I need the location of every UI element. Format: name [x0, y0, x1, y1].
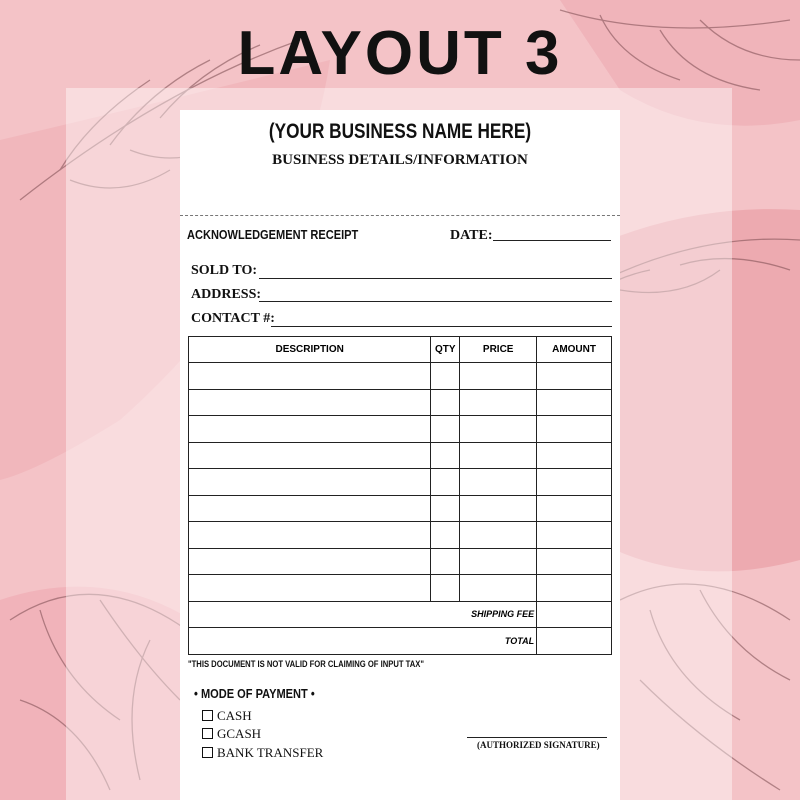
table-row — [189, 548, 612, 575]
price-cell[interactable] — [460, 575, 537, 602]
table-row — [189, 495, 612, 522]
amount-cell[interactable] — [537, 575, 612, 602]
description-cell[interactable] — [189, 522, 431, 549]
price-cell[interactable] — [460, 389, 537, 416]
price-cell[interactable] — [460, 548, 537, 575]
payment-option-label: CASH — [217, 708, 252, 723]
description-cell[interactable] — [189, 469, 431, 496]
column-header-description: DESCRIPTION — [189, 337, 431, 363]
checkbox-icon[interactable] — [202, 728, 213, 739]
amount-cell[interactable] — [537, 442, 612, 469]
receipt-paper — [180, 110, 620, 800]
tax-disclaimer: "THIS DOCUMENT IS NOT VALID FOR CLAIMING OF INPUT TAX" — [188, 659, 425, 669]
description-cell[interactable] — [189, 363, 431, 390]
amount-cell[interactable] — [537, 495, 612, 522]
table-row — [189, 363, 612, 390]
table-row — [189, 442, 612, 469]
qty-cell[interactable] — [431, 389, 460, 416]
payment-option-cash[interactable] — [202, 708, 252, 724]
price-cell[interactable] — [460, 522, 537, 549]
price-cell[interactable] — [460, 442, 537, 469]
payment-option-bank-transfer[interactable] — [202, 745, 323, 761]
column-header-qty: QTY — [431, 337, 460, 363]
items-table — [188, 336, 612, 655]
table-row — [189, 522, 612, 549]
contact-line[interactable] — [271, 326, 612, 327]
table-row — [189, 469, 612, 496]
description-cell[interactable] — [189, 495, 431, 522]
total-amount-cell[interactable] — [537, 628, 612, 655]
receipt-title: ACKNOWLEDGEMENT RECEIPT — [187, 227, 359, 242]
description-cell[interactable] — [189, 416, 431, 443]
column-header-amount: AMOUNT — [537, 337, 612, 363]
sold-to-line[interactable] — [259, 278, 612, 279]
table-header-row — [189, 337, 612, 363]
payment-option-label: BANK TRANSFER — [217, 745, 324, 760]
date-line[interactable] — [493, 240, 611, 241]
shipping-fee-row — [189, 601, 612, 628]
table-row — [189, 575, 612, 602]
signature-label: (AUTHORIZED SIGNATURE) — [477, 740, 600, 750]
layout-title: LAYOUT 3 — [237, 19, 563, 88]
price-cell[interactable] — [460, 416, 537, 443]
total-row — [189, 628, 612, 655]
description-cell[interactable] — [189, 548, 431, 575]
qty-cell[interactable] — [431, 416, 460, 443]
checkbox-icon[interactable] — [202, 747, 213, 758]
sold-to-label: SOLD TO: — [191, 263, 258, 278]
amount-cell[interactable] — [537, 363, 612, 390]
contact-label: CONTACT #: — [191, 311, 275, 326]
qty-cell[interactable] — [431, 548, 460, 575]
address-label: ADDRESS: — [191, 287, 262, 302]
amount-cell[interactable] — [537, 548, 612, 575]
amount-cell[interactable] — [537, 469, 612, 496]
table-row — [189, 416, 612, 443]
signature-line[interactable] — [467, 737, 607, 738]
amount-cell[interactable] — [537, 522, 612, 549]
business-name: (YOUR BUSINESS NAME HERE) — [268, 120, 532, 143]
description-cell[interactable] — [189, 575, 431, 602]
qty-cell[interactable] — [431, 495, 460, 522]
description-cell[interactable] — [189, 442, 431, 469]
qty-cell[interactable] — [431, 522, 460, 549]
table-row — [189, 389, 612, 416]
qty-cell[interactable] — [431, 442, 460, 469]
business-details: BUSINESS DETAILS/INFORMATION — [272, 152, 528, 168]
date-label: DATE: — [450, 228, 493, 243]
qty-cell[interactable] — [431, 363, 460, 390]
shipping-fee-label: SHIPPING FEE — [189, 601, 537, 628]
shipping-fee-amount-cell[interactable] — [537, 601, 612, 628]
qty-cell[interactable] — [431, 575, 460, 602]
price-cell[interactable] — [460, 495, 537, 522]
payment-option-label: GCASH — [217, 726, 262, 741]
amount-cell[interactable] — [537, 416, 612, 443]
payment-option-gcash[interactable] — [202, 726, 261, 742]
price-cell[interactable] — [460, 469, 537, 496]
qty-cell[interactable] — [431, 469, 460, 496]
total-label: TOTAL — [189, 628, 537, 655]
column-header-price: PRICE — [460, 337, 537, 363]
checkbox-icon[interactable] — [202, 710, 213, 721]
address-line[interactable] — [259, 301, 612, 302]
description-cell[interactable] — [189, 389, 431, 416]
price-cell[interactable] — [460, 363, 537, 390]
payment-heading: • MODE OF PAYMENT • — [194, 686, 315, 701]
dashed-divider — [180, 215, 620, 216]
amount-cell[interactable] — [537, 389, 612, 416]
